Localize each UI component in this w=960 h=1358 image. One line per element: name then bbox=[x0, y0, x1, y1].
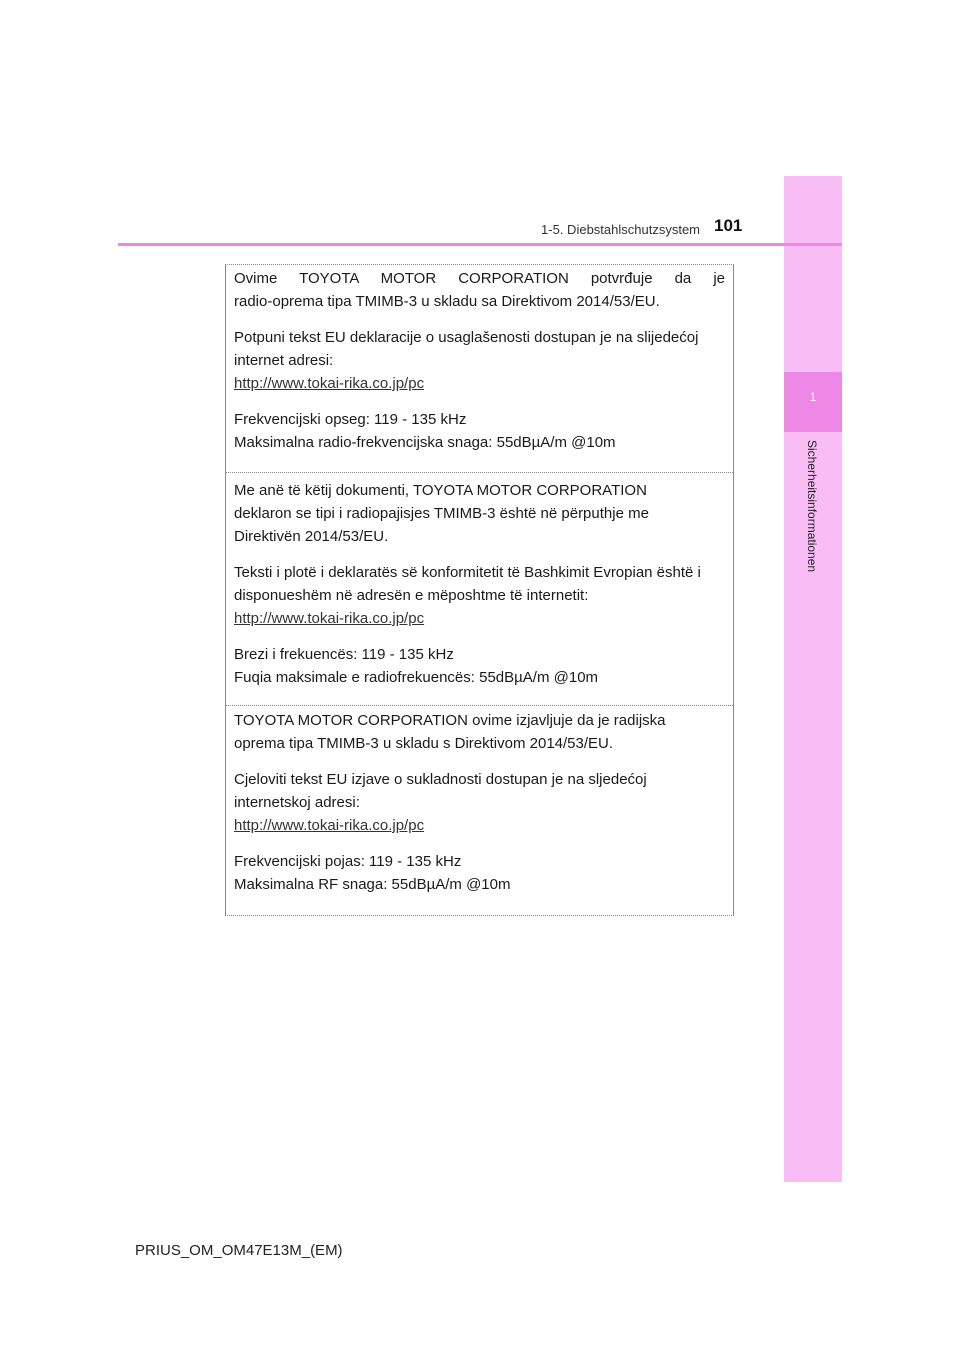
chapter-label bbox=[805, 440, 823, 590]
fulltext-line: internetskoj adresi: bbox=[234, 794, 360, 811]
declaration-section-albanian bbox=[226, 479, 733, 689]
fulltext-line: internet adresi: bbox=[234, 352, 334, 369]
fulltext-line: Potpuni tekst EU deklaracije o usaglašenosti dostupan je na slijedećoj bbox=[234, 329, 699, 346]
power-text: Maksimalna radio-frekvencijska snaga: 55dBµA/m @10m bbox=[234, 434, 616, 451]
power-text: Fuqia maksimale e radiofrekuencës: 55dBµA/m @10m bbox=[234, 669, 599, 686]
declaration-url-link[interactable]: http://www.tokai-rika.co.jp/pc bbox=[234, 610, 425, 627]
document-code: PRIUS_OM_OM47E13M_(EM) bbox=[135, 1242, 343, 1259]
statement-line: radio-oprema tipa TMIMB-3 u skladu sa Direktivom 2014/53/EU. bbox=[234, 293, 660, 310]
page-number: 101 bbox=[714, 216, 743, 235]
declaration-url-link[interactable]: http://www.tokai-rika.co.jp/pc bbox=[234, 817, 425, 834]
declaration-url-link[interactable]: http://www.tokai-rika.co.jp/pc bbox=[234, 375, 425, 392]
statement-line: oprema tipa TMIMB-3 u skladu s Direktivom 2014/53/EU. bbox=[234, 735, 614, 752]
fulltext-line: Teksti i plotë i deklaratës së konformitetit të Bashkimit Evropian është i bbox=[234, 564, 701, 581]
header-rule bbox=[118, 243, 842, 246]
declaration-section-bosnian bbox=[226, 267, 733, 454]
chapter-number: 1 bbox=[809, 390, 817, 404]
declaration-section-croatian bbox=[226, 709, 733, 896]
statement-line: Direktivën 2014/53/EU. bbox=[234, 528, 389, 545]
statement-line: Ovime TOYOTA MOTOR CORPORATION potvrđuje da je bbox=[234, 270, 725, 287]
frequency-text: Frekvencijski opseg: 119 - 135 kHz bbox=[234, 411, 467, 428]
fulltext-line: Cjeloviti tekst EU izjave o sukladnosti dostupan je na sljedećoj bbox=[234, 771, 647, 788]
frequency-text: Brezi i frekuencës: 119 - 135 kHz bbox=[234, 646, 454, 663]
fulltext-line: disponueshëm në adresën e mëposhtme të internetit: bbox=[234, 587, 589, 604]
frequency-text: Frekvencijski pojas: 119 - 135 kHz bbox=[234, 853, 462, 870]
statement-line: TOYOTA MOTOR CORPORATION ovime izjavljuje da je radijska bbox=[234, 712, 666, 729]
section-divider bbox=[226, 705, 733, 706]
chapter-label-text: Sicherheitsinformationen bbox=[805, 440, 819, 573]
statement-line: Me anë të këtij dokumenti, TOYOTA MOTOR CORPORATION bbox=[234, 482, 647, 499]
section-divider bbox=[226, 472, 733, 473]
statement-line: deklaron se tipi i radiopajisjes TMIMB-3 është në përputhje me bbox=[234, 505, 649, 522]
declaration-box bbox=[225, 264, 734, 916]
chapter-side-tab bbox=[784, 176, 842, 1182]
power-text: Maksimalna RF snaga: 55dBµA/m @10m bbox=[234, 876, 511, 893]
section-title: 1-5. Diebstahlschutzsystem bbox=[541, 222, 700, 237]
